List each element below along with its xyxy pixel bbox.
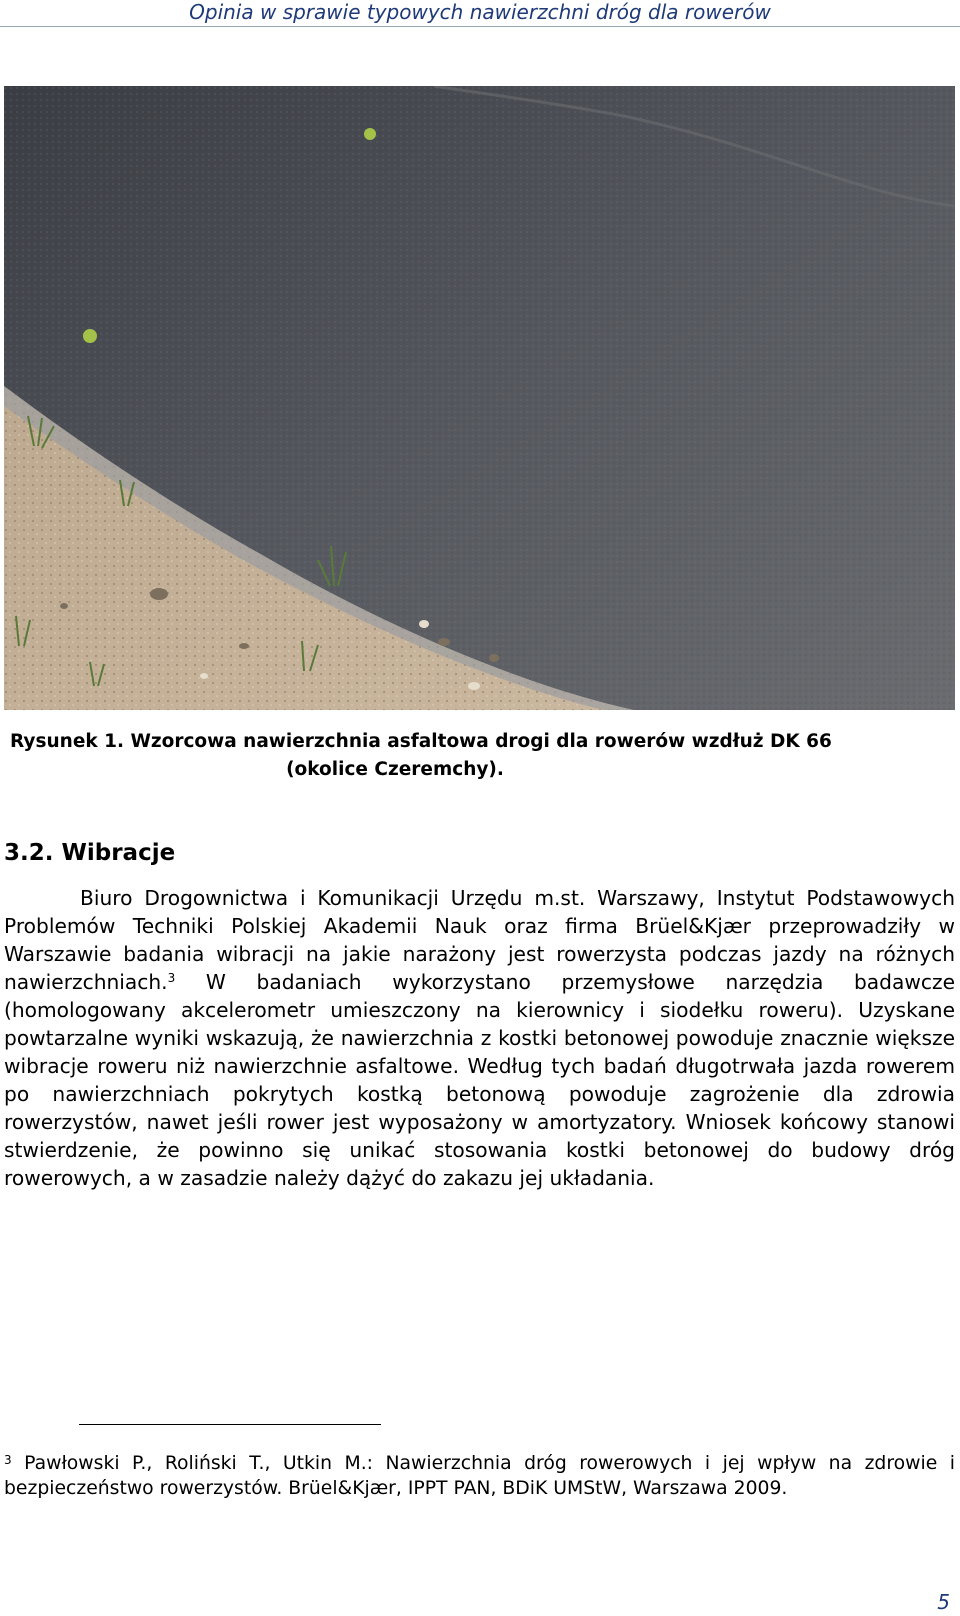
figure-caption-line2: (okolice Czeremchy). [286,759,504,780]
footnote [4,1451,955,1501]
paragraph-part1: Biuro Drogownictwa i Komunikacji Urzędu m.st. Warszawy, Instytut Podstawowych Problemów Techniki Polskiej Akademii Nauk oraz firma Brüel&Kjær przeprowadziły w Warszawie badania wibracji na jakie narażony jest rowerzysta podczas jazdy na różnych nawierzchniach. [4,886,955,994]
body-paragraph [4,884,955,1192]
footnote-text: Pawłowski P., Roliński T., Utkin M.: Nawierzchnia dróg rowerowych i jej wpływ na zdrowie i bezpieczeństwo rowerzystów. Brüel&Kjær, IPPT PAN, BDiK UMStW, Warszawa 2009. [4,1453,955,1499]
figure-caption [10,728,952,784]
page-number: 5 [937,1590,950,1614]
asphalt-bike-path-photo [4,86,955,710]
page-header [0,0,960,27]
footnote-number: 3 [4,1453,12,1467]
header-title: Opinia w sprawie typowych nawierzchni dróg dla rowerów [189,0,771,24]
section-heading: 3.2. Wibracje [4,840,176,866]
footnote-separator [79,1424,381,1425]
figure-caption-line1: Rysunek 1. Wzorcowa nawierzchnia asfaltowa drogi dla rowerów wzdłuż DK 66 [10,731,832,752]
paragraph-part2: W badaniach wykorzystano przemysłowe narzędzia badawcze (homologowany akcelerometr umieszczony na kierownicy i siodełku roweru). Uzyskane powtarzalne wyniki wskazują, że nawierzchnia z kostki betonowej powoduje znacznie większe wibracje roweru niż nawierzchnie asfaltowe. Według tych badań długotrwała jazda rowerem po nawierzchniach pokrytych kostką betonową powoduje zagrożenie dla zdrowia rowerzystów, nawet jeśli rower jest wyposażony w amortyzatory. Wniosek końcowy stanowi stwierdzenie, że powinno się unikać stosowania kostki betonowej do budowy dróg rowerowych, a w zasadzie należy dążyć do zakazu jej układania. [4,970,955,1190]
footnote-reference[interactable]: 3 [167,971,176,985]
